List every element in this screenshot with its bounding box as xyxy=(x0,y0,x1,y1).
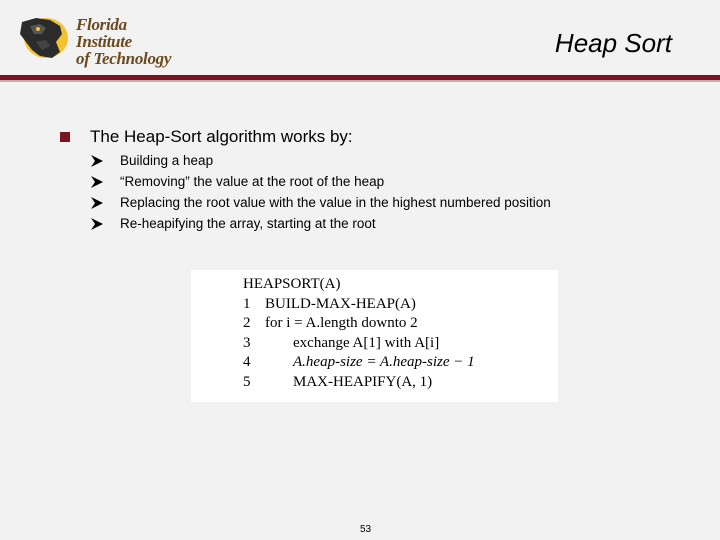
logo-wordmark xyxy=(76,16,180,67)
sub-bullet-text: “Removing” the value at the root of the heap xyxy=(120,174,385,189)
line-text: for i = A.length downto 2 xyxy=(265,315,418,331)
line-text: A.heap-size = A.heap-size − 1 xyxy=(293,354,475,370)
arrowhead-bullet-icon xyxy=(90,154,104,168)
arrowhead-bullet-icon xyxy=(90,175,104,189)
line-number: 5 xyxy=(243,373,251,390)
arrowhead-bullet-icon xyxy=(90,217,104,231)
line-number: 3 xyxy=(243,334,251,351)
title-divider-shadow xyxy=(0,80,720,82)
sub-bullet-text: Re-heapifying the array, starting at the root xyxy=(120,216,376,231)
main-bullet-text: The Heap-Sort algorithm works by: xyxy=(90,127,353,146)
heapsort-pseudocode-figure xyxy=(191,270,558,402)
arrowhead-bullet-icon xyxy=(90,196,104,210)
line-number: 4 xyxy=(243,354,251,370)
logo-line-1: Florida Institute xyxy=(76,15,132,51)
slide-title: Heap Sort xyxy=(554,28,672,58)
line-text: BUILD-MAX-HEAP(A) xyxy=(265,295,416,312)
page-number: 53 xyxy=(360,524,372,535)
panther-icon xyxy=(16,12,70,62)
line-number: 1 xyxy=(243,295,251,312)
sub-bullet-text: Building a heap xyxy=(120,153,214,168)
logo-line-2: of Technology xyxy=(76,49,172,68)
square-bullet-icon xyxy=(60,132,70,142)
line-number: 2 xyxy=(243,315,251,331)
fit-logo xyxy=(10,10,180,66)
sub-bullet-text: Replacing the root value with the value in the highest numbered position xyxy=(120,195,551,210)
pseudocode-header-text: HEAPSORT(A) xyxy=(243,276,341,292)
line-text: MAX-HEAPIFY(A, 1) xyxy=(293,373,433,390)
line-text: exchange A[1] with A[i] xyxy=(293,334,440,351)
